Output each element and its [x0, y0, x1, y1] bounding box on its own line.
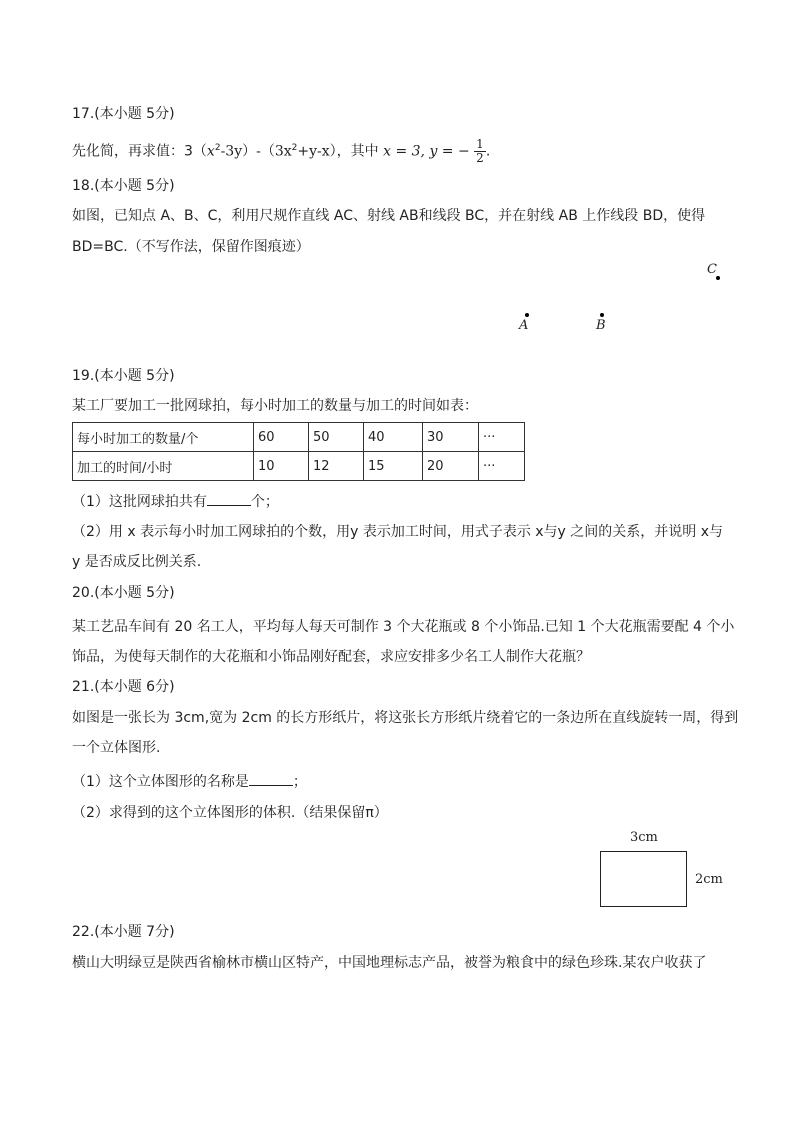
point-b-label: B	[596, 318, 606, 333]
table-cell: 60	[254, 423, 309, 452]
table-cell: 50	[309, 423, 364, 452]
table-cell: 加工的时间/小时	[73, 452, 254, 481]
q19-part1-end: 个；	[250, 494, 279, 510]
point-a-dot	[525, 313, 529, 317]
q17-text	[72, 138, 490, 165]
q17-expr2-rest: +y-x），其中	[297, 143, 379, 160]
q17-expr2-sup: 2	[291, 143, 298, 153]
answer-blank	[249, 771, 293, 786]
q19-table	[72, 422, 525, 481]
q21-part1-text: （1）这个立体图形的名称是	[72, 774, 249, 790]
q17-heading: 17.(本小题 5分)	[72, 106, 175, 122]
q17-prefix: 先化简，再求值：3（	[72, 143, 207, 160]
q17-expr1-rest: -3y）-（3x	[220, 143, 292, 160]
q19-part2-line2: y 是否成反比例关系.	[72, 554, 202, 570]
answer-blank	[207, 491, 251, 506]
q18-line1: 如图，已知点 A、B、C，利用尺规作直线 AC、射线 AB和线段 BC，并在射线 AB 上作线段 BD，使得	[72, 208, 706, 224]
q22-line1: 横山大明绿豆是陕西省榆林市横山区特产，中国地理标志产品，被誉为粮食中的绿色珍珠.某农户收获了	[72, 955, 707, 971]
rect-width-label: 3cm	[630, 830, 658, 845]
point-a-label: A	[519, 318, 529, 333]
table-cell: ···	[479, 452, 525, 481]
q17-expr1: x	[206, 143, 215, 160]
table-cell: 12	[309, 452, 364, 481]
q21-part1	[72, 771, 307, 792]
point-c-label: C	[707, 262, 717, 277]
q21-heading: 21.(本小题 6分)	[72, 679, 175, 695]
q18-heading: 18.(本小题 5分)	[72, 178, 175, 194]
q20-heading: 20.(本小题 5分)	[72, 585, 175, 601]
q17-fraction	[474, 138, 486, 165]
q17-expr1-sup: 2	[214, 143, 221, 153]
table-cell: 20	[423, 452, 479, 481]
q21-part2: （2）求得到的这个立体图形的体积.（结果保留π）	[72, 805, 388, 821]
table-cell: 15	[364, 452, 423, 481]
q17-frac-num: 1	[476, 137, 484, 152]
q19-part1	[72, 491, 279, 512]
q17-condition: x = 3, y = −	[383, 143, 470, 160]
q17-end: .	[485, 143, 491, 160]
table-cell: ···	[479, 423, 525, 452]
table-cell: 40	[364, 423, 423, 452]
rectangle-figure	[600, 851, 687, 907]
q17-frac-den: 2	[476, 151, 484, 166]
q20-line1: 某工艺品车间有 20 名工人，平均每人每天可制作 3 个大花瓶或 8 个小饰品.已知 1 个大花瓶需要配 4 个小	[72, 619, 735, 635]
q19-intro: 某工厂要加工一批网球拍，每小时加工的数量与加工的时间如表：	[72, 398, 478, 414]
q21-line2: 一个立体图形.	[72, 740, 161, 756]
table-cell: 10	[254, 452, 309, 481]
table-cell: 30	[423, 423, 479, 452]
q18-line2: BD=BC.（不写作法，保留作图痕迹）	[72, 239, 310, 255]
table-row	[73, 423, 525, 452]
q19-heading: 19.(本小题 5分)	[72, 368, 175, 384]
q19-part1-text: （1）这批网球拍共有	[72, 494, 207, 510]
table-row	[73, 452, 525, 481]
q22-heading: 22.(本小题 7分)	[72, 924, 175, 940]
table-cell: 每小时加工的数量/个	[73, 423, 254, 452]
point-b-dot	[600, 313, 604, 317]
rect-height-label: 2cm	[695, 872, 723, 887]
q19-part2-line1: （2）用 x 表示每小时加工网球拍的个数，用y 表示加工时间，用式子表示 x与y 之间的关系，并说明 x与	[72, 524, 724, 540]
q21-line1: 如图是一张长为 3cm,宽为 2cm 的长方形纸片，将这张长方形纸片绕着它的一条边所在直线旋转一周，得到	[72, 710, 739, 726]
q21-part1-end: ；	[292, 774, 307, 790]
q20-line2: 饰品，为使每天制作的大花瓶和小饰品刚好配套，求应安排多少名工人制作大花瓶？	[72, 649, 590, 665]
